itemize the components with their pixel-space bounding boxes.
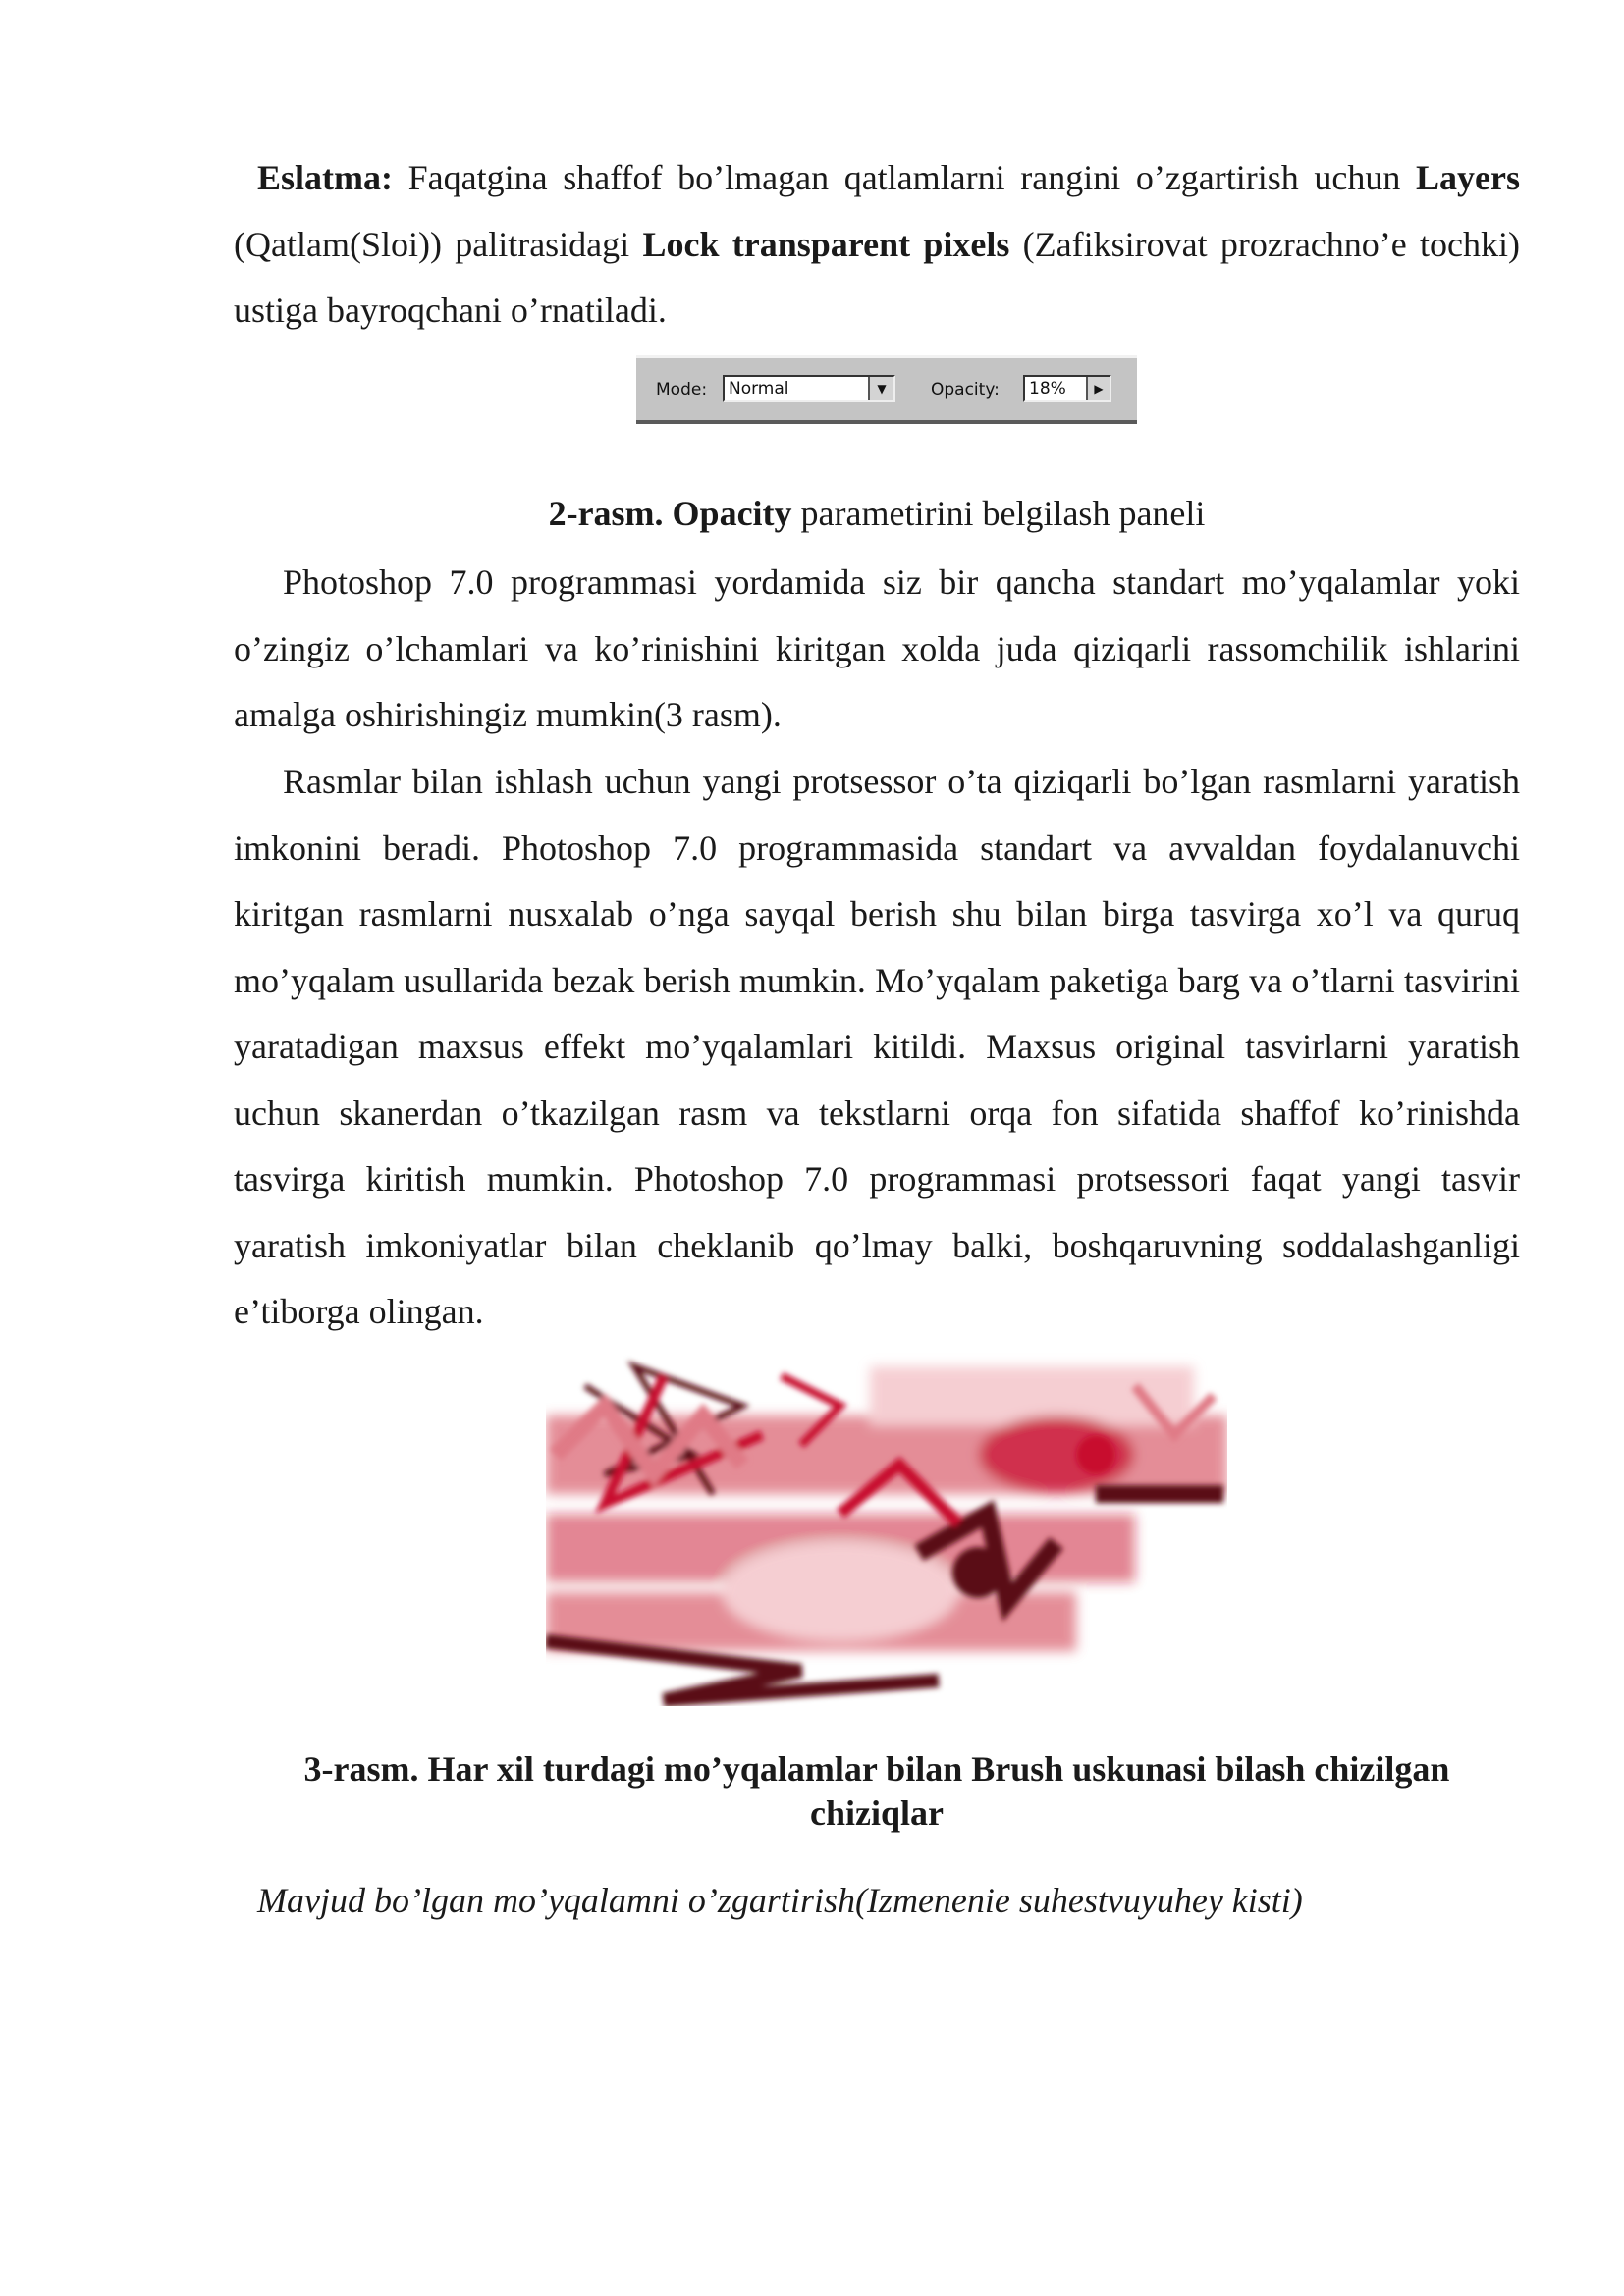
opacity-panel-screenshot xyxy=(636,355,1137,424)
section-subheading: Mavjud bo’lgan mo’yqalamni o’zgartirish(Izmenenie suhestvuyuhey kisti) xyxy=(257,1881,1303,1920)
mode-value: Normal xyxy=(729,379,789,399)
opacity-value: 18% xyxy=(1029,379,1066,399)
note-text-1: Faqatgina shaffof bo’lmagan qatlamlarni rangini o’zgartirish uchun xyxy=(393,158,1417,197)
figure-3-caption-line-1: 3-rasm. Har xil turdagi mo’yqalamlar bilan Brush uskunasi bilash chizilgan xyxy=(303,1749,1450,1789)
layers-term: Layers xyxy=(1416,158,1520,197)
chevron-right-icon[interactable]: ▶ xyxy=(1086,377,1110,400)
figure-2-term: Opacity xyxy=(663,494,792,533)
note-text-3: (Zafiksirovat prozrachno’e tochki) ustiga bayroqchani o’rnatiladi. xyxy=(234,224,1520,330)
lock-term: Lock transparent pixels xyxy=(642,224,1010,264)
paragraph-2: Rasmlar bilan ishlash uchun yangi protsessor o’ta qiziqarli bo’lgan rasmlarni yaratish imkonini beradi. Photoshop 7.0 programmasida standart va avvaldan foydalanuvchi kiritgan rasmlarni nusxalab o’nga sayqal berish shu bilan birga tasvirga xo’l va quruq mo’yqalam usullarida bezak berish mumkin. Mo’yqalam paketiga barg va o’tlarni tasvirini yaratadigan maxsus effekt mo’yqalamlari kitildi. Maxsus original tasvirlarni yaratish uchun skanerdan o’tkazilgan rasm va tekstlarni orqa fon sifatida shaffof ko’rinishda tasvirga kiritish mumkin. Photoshop 7.0 programmasi protsessori faqat yangi tasvir yaratish imkoniyatlar bilan cheklanib qo’lmay balki, boshqaruvning soddalashganligi e’tiborga olingan. xyxy=(234,762,1520,1331)
brush-strokes-image xyxy=(546,1347,1227,1706)
opacity-label: Opacity: xyxy=(931,380,1000,400)
figure-3-caption-line-2: chiziqlar xyxy=(810,1793,944,1833)
figure-3-caption xyxy=(234,1747,1520,1836)
opacity-field[interactable] xyxy=(1023,375,1111,402)
chevron-down-icon[interactable]: ▼ xyxy=(868,377,893,400)
note-label: Eslatma: xyxy=(257,158,393,197)
note-text-2: (Qatlam(Sloi)) palitrasidagi xyxy=(234,224,643,264)
figure-2-caption xyxy=(234,493,1520,534)
mode-label: Mode: xyxy=(656,380,708,400)
note-paragraph xyxy=(234,145,1520,345)
figure-2-text: parametirini belgilash paneli xyxy=(791,494,1206,533)
figure-2-number: 2-rasm. xyxy=(548,494,664,533)
paragraph-1: Photoshop 7.0 programmasi yordamida siz bir qancha standart mo’yqalamlar yoki o’zingiz o’lchamlari va ko’rinishini kiritgan xolda juda qiziqarli rassomchilik ishlarini amalga oshirishingiz mumkin(3 rasm). xyxy=(234,562,1520,734)
mode-select[interactable] xyxy=(723,375,895,402)
